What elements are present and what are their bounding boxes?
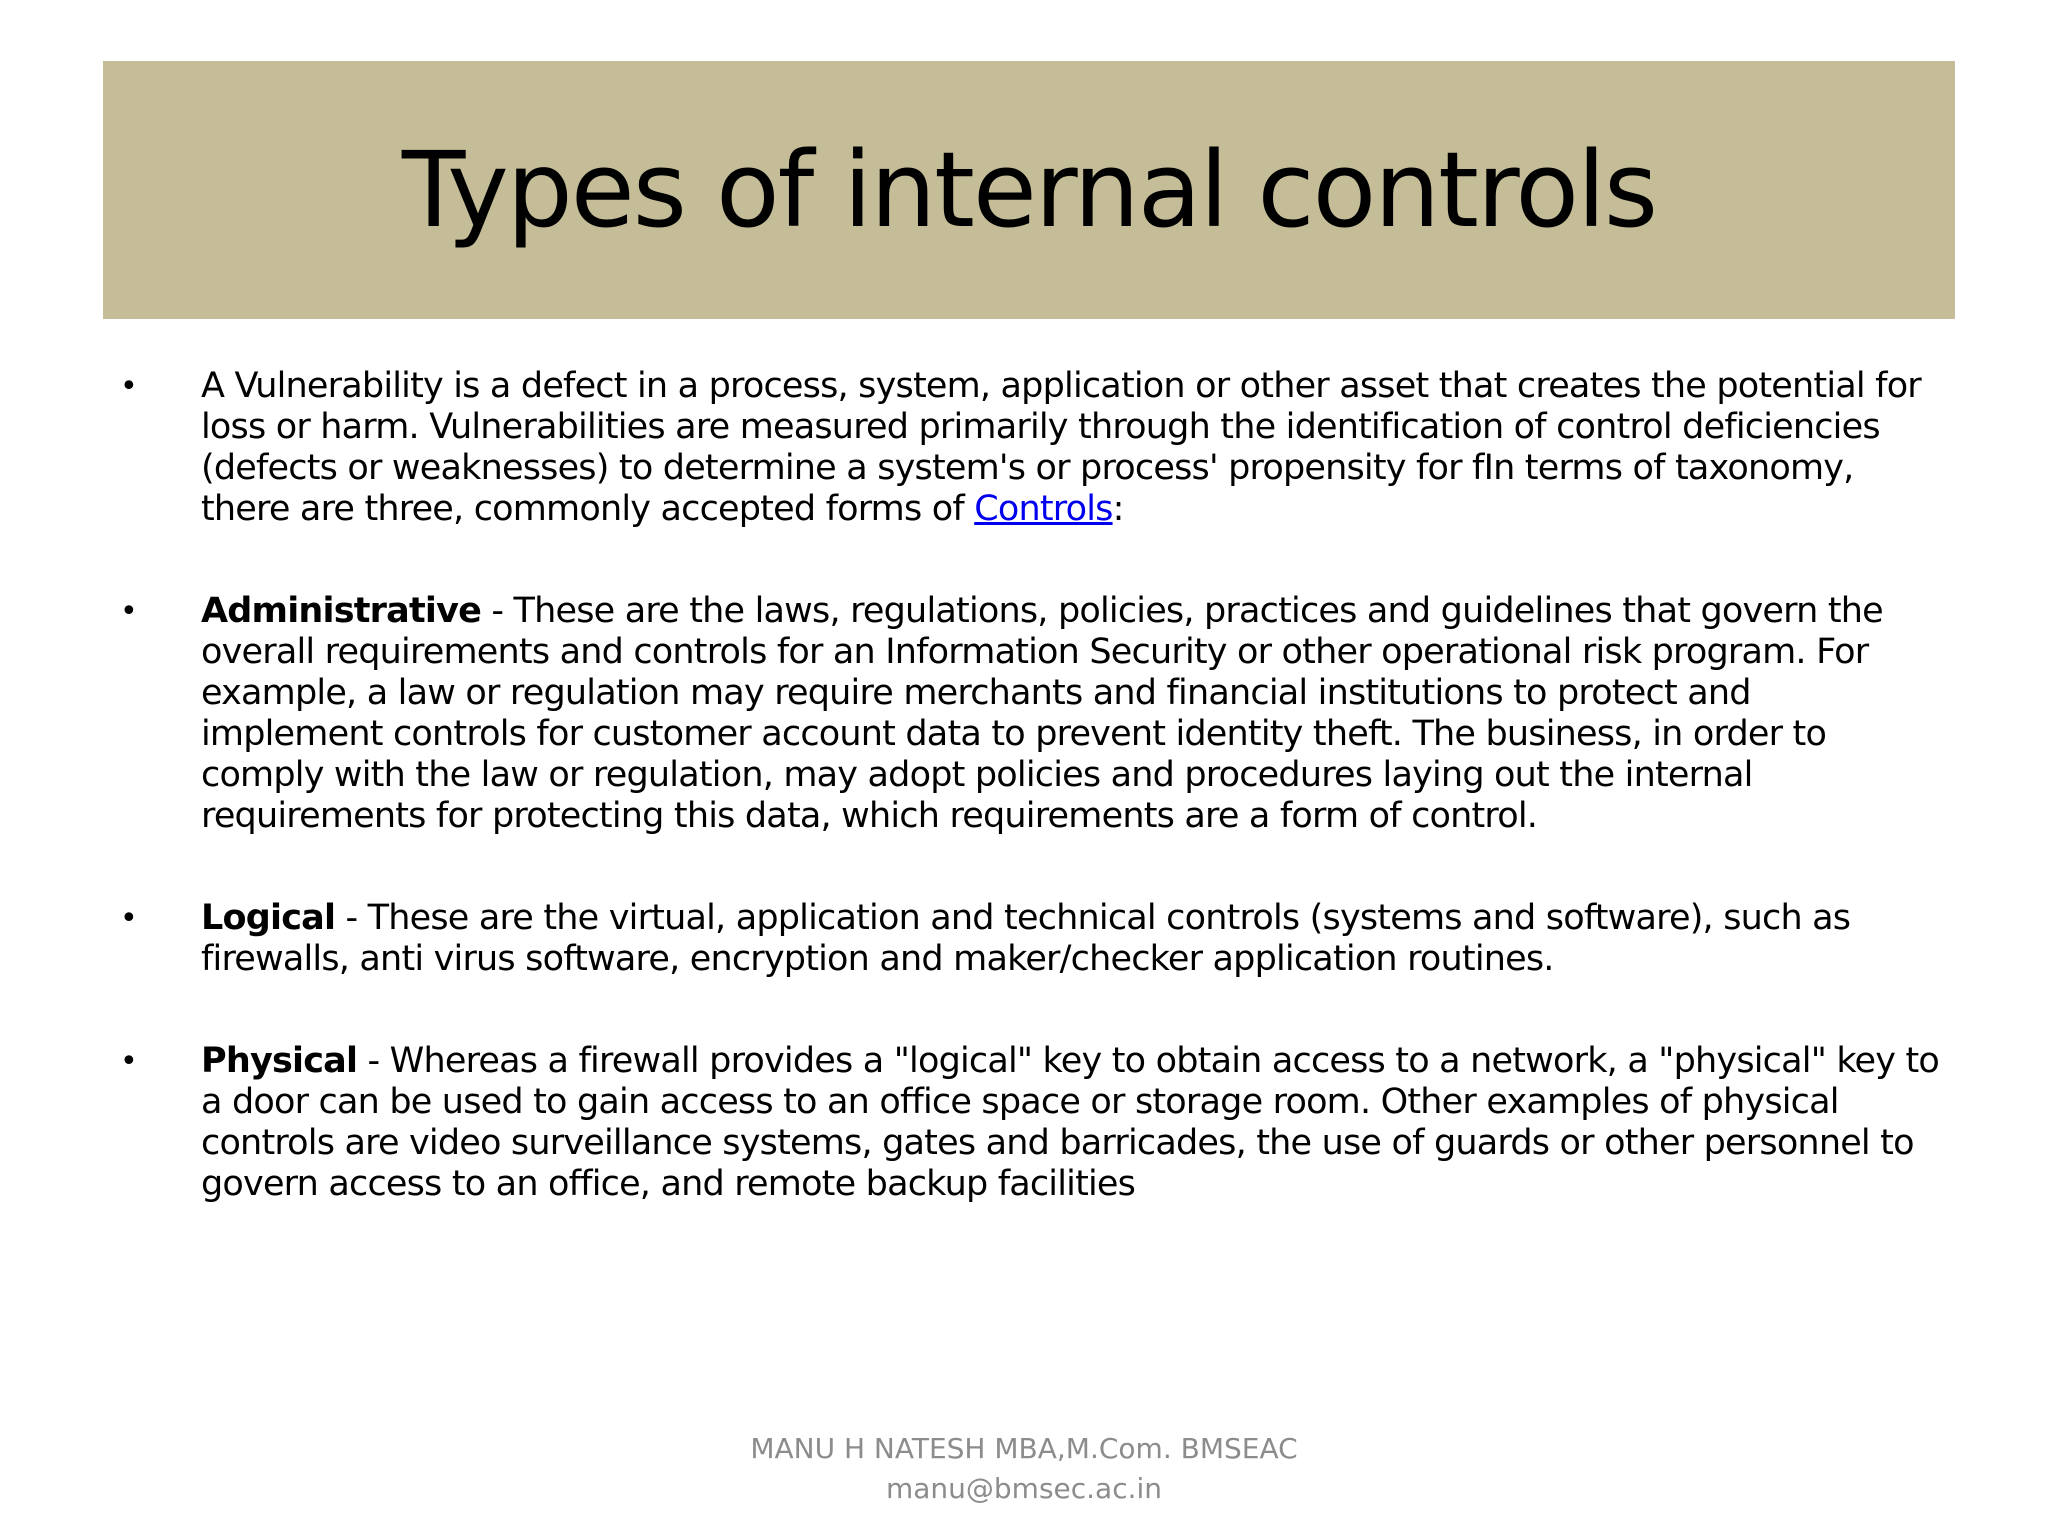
- bullet-dot-icon: •: [120, 1044, 137, 1079]
- bullet-dot-icon: •: [120, 594, 137, 629]
- bullet-logical-text: - These are the virtual, application and technical controls (systems and software), such as firewalls, anti virus software, encryption and maker/checker application routines.: [201, 898, 1851, 979]
- bullet-vulnerability-colon: :: [1112, 489, 1124, 529]
- bullet-physical: [112, 1041, 1942, 1205]
- title-bar: [103, 61, 1955, 319]
- bullet-list: [112, 366, 1942, 1246]
- bullet-vulnerability-text: A Vulnerability is a defect in a process, system, application or other asset that creates the potential for loss or harm. Vulnerabilities are measured primarily through the identification of control deficiencies (defects or weaknesses) to determine a system's or process' propensity for fIn terms of taxonomy, there are three, commonly accepted forms of: [201, 366, 1921, 529]
- bullet-vulnerability: [112, 366, 1942, 530]
- bullet-dot-icon: •: [120, 901, 137, 936]
- bullet-administrative: [112, 591, 1942, 837]
- bullet-administrative-text: - These are the laws, regulations, policies, practices and guidelines that govern the overall requirements and controls for an Information Security or other operational risk program. For example, a law or regulation may require merchants and financial institutions to protect and implement controls for customer account data to prevent identity theft. The business, in order to comply with the law or regulation, may adopt policies and procedures laying out the internal requirements for protecting this data, which requirements are a form of control.: [201, 591, 1883, 836]
- term-logical: Logical: [201, 898, 336, 938]
- footer-email: manu@bmsec.ac.in: [885, 1472, 1163, 1505]
- term-administrative: Administrative: [201, 591, 482, 631]
- bullet-logical: [112, 898, 1942, 980]
- slide-title: Types of internal controls: [401, 129, 1657, 251]
- term-physical: Physical: [201, 1041, 358, 1081]
- bullet-dot-icon: •: [120, 369, 137, 404]
- footer-author: MANU H NATESH MBA,M.Com. BMSEAC: [750, 1432, 1298, 1465]
- controls-link[interactable]: Controls: [974, 489, 1113, 529]
- bullet-physical-text: - Whereas a firewall provides a "logical" key to obtain access to a network, a "physical" key to a door can be used to gain access to an office space or storage room. Other examples of physical controls are video surveillance systems, gates and barricades, the use of guards or other personnel to govern access to an office, and remote backup facilities: [201, 1041, 1940, 1204]
- footer: [0, 1429, 2048, 1509]
